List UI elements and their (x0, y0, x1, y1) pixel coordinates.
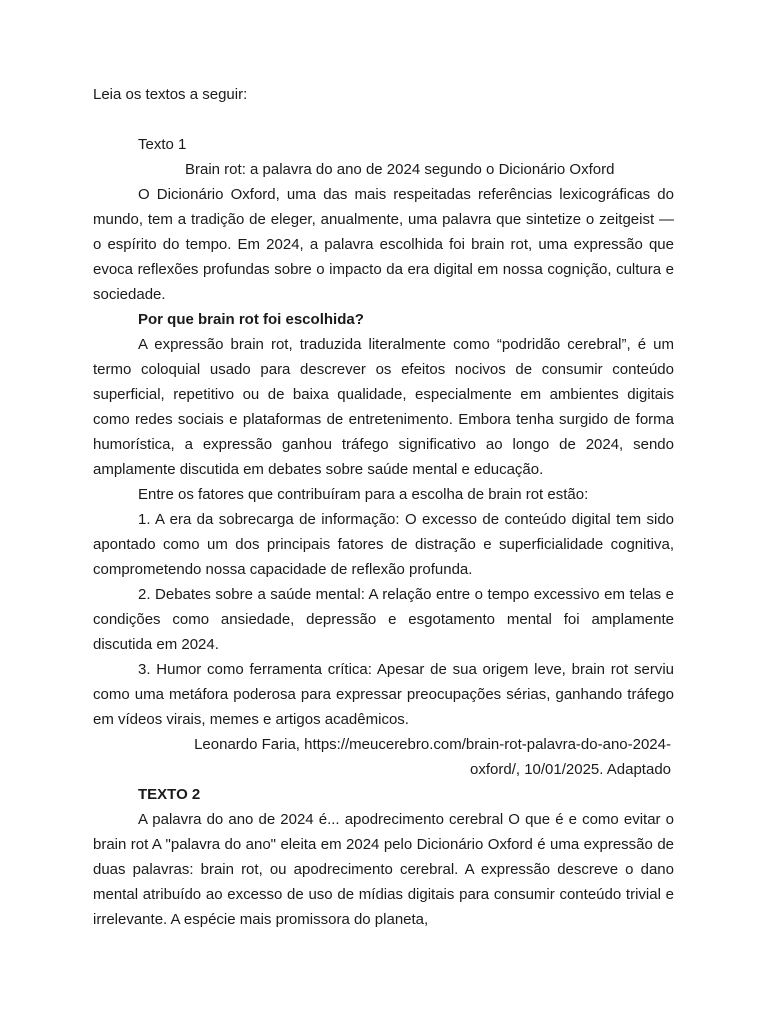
texto1-list-item-2: 2. Debates sobre a saúde mental: A relação entre o tempo excessivo em telas e condições como ansiedade, depressão e esgotamento mental foi amplamente discutida em 2024. (93, 586, 674, 653)
texto1-paragraph-3: Entre os fatores que contribuíram para a escolha de brain rot estão: (138, 486, 589, 503)
texto1-source-line-1: Leonardo Faria, https://meucerebro.com/brain-rot-palavra-do-ano-2024- (194, 736, 671, 753)
document-page (93, 82, 674, 932)
texto1-title: Brain rot: a palavra do ano de 2024 segundo o Dicionário Oxford (185, 161, 615, 178)
texto1-paragraph-1: O Dicionário Oxford, uma das mais respeitadas referências lexicográficas do mundo, tem a tradição de eleger, anualmente, uma palavra que sintetize o zeitgeist — o espírito do tempo. Em 2024, a palavra escolhida foi brain rot, uma expressão que evoca reflexões profundas sobre o impacto da era digital em nossa cognição, cultura e sociedade. (93, 186, 674, 303)
texto1-subheading: Por que brain rot foi escolhida? (138, 311, 364, 328)
texto1-label: Texto 1 (138, 136, 187, 153)
texto1-list-item-1: 1. A era da sobrecarga de informação: O excesso de conteúdo digital tem sido apontado como um dos principais fatores de distração e superficialidade cognitiva, comprometendo nossa capacidade de reflexão profunda. (93, 511, 674, 578)
texto2-label: TEXTO 2 (138, 786, 201, 803)
texto2-paragraph-1: A palavra do ano de 2024 é... apodrecimento cerebral O que é e como evitar o brain rot A "palavra do ano" eleita em 2024 pelo Dicionário Oxford é uma expressão de duas palavras: brain rot, ou apodrecimento cerebral. A expressão descreve o dano mental atribuído ao excesso de uso de mídias digitais para consumir conteúdo trivial e irrelevante. A espécie mais promissora do planeta, (93, 811, 674, 928)
texto1-source-line-2: oxford/, 10/01/2025. Adaptado (470, 761, 671, 778)
intro-text: Leia os textos a seguir: (93, 86, 248, 103)
texto1-paragraph-2: A expressão brain rot, traduzida literalmente como “podridão cerebral”, é um termo coloquial usado para descrever os efeitos nocivos de consumir conteúdo superficial, repetitivo ou de baixa qualidade, especialmente em ambientes digitais como redes sociais e plataformas de entretenimento. Embora tenha surgido de forma humorística, a expressão ganhou tráfego significativo ao longo de 2024, sendo amplamente discutida em debates sobre saúde mental e educação. (93, 336, 674, 478)
texto1-list-item-3: 3. Humor como ferramenta crítica: Apesar de sua origem leve, brain rot serviu como uma metáfora poderosa para expressar preocupações sérias, ganhando tráfego em vídeos virais, memes e artigos acadêmicos. (93, 661, 674, 728)
